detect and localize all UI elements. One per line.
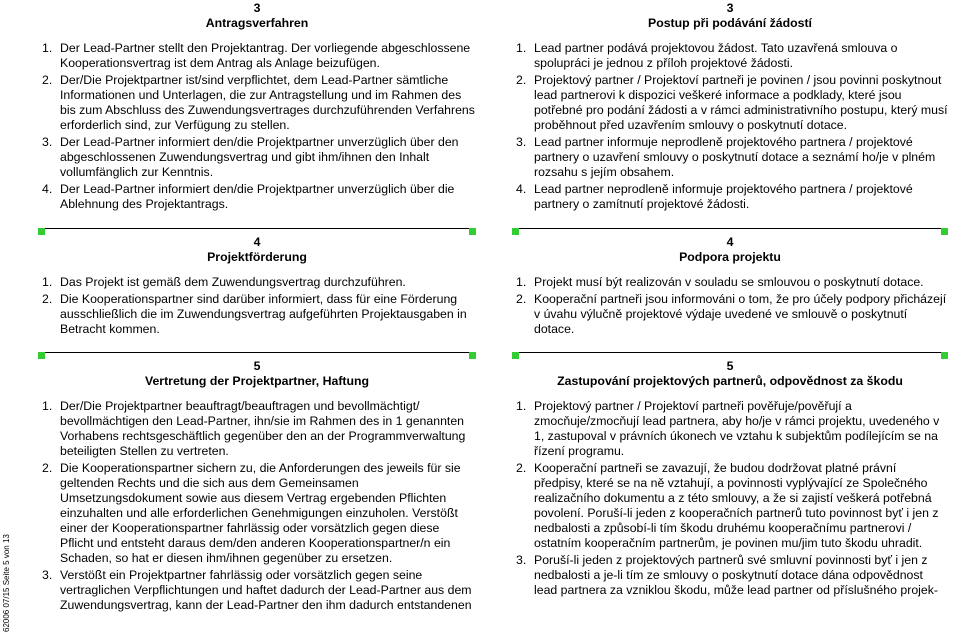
list-item: 2. Projektový partner / Projektoví partneři je povinen / jsou povinni poskytnout lead partnerovi k dispozici veškeré informace a podklady, které jsou potřebné pro podání žádosti a v rámci administrativního postupu, který musí proběhnout před uzavřením smlouvy o poskytnutí dotace. [516, 73, 948, 132]
list-item: 3. Poruší-li jeden z projektových partnerů své smluvní povinnosti byť i jen z nedbalosti a je-li tím ze smlouvy o poskytnutí dotace dána odpovědnost lead partnera za vzniklou škodu, může lead partner od příslušného projek- [516, 553, 938, 597]
section-title: Postup při podávání žádostí [648, 16, 812, 30]
list-item: 1. Lead partner podává projektovou žádost. Tato uzavřená smlouva o spolupráci je jednou z příloh projektové žádosti. [516, 41, 898, 70]
section-title: Projektförderung [207, 250, 307, 264]
section-number: 5 [726, 359, 734, 373]
section-number: 3 [253, 1, 261, 15]
section-number: 3 [726, 1, 734, 15]
section-number: 4 [253, 235, 261, 249]
list-item: 2. Kooperační partneři jsou informováni o tom, že pro účely podpory přicházejí v úvahu výlučně projektové výdaje uvedené ve smlouvě o poskytnutí dotace. [516, 292, 947, 336]
section-number: 5 [253, 359, 261, 373]
list-item: 2. Der/Die Projektpartner ist/sind verpflichtet, dem Lead-Partner sämtliche Informationen und Unterlagen, die zur Antragstellung und im Rahmen des bis zum Abschluss des Zuwendungsvertrages durchzuführenden Verfahrens erforderlich sind, zur Verfügung zu stellen. [42, 73, 475, 132]
list-item: 1. Das Projekt ist gemäß dem Zuwendungsvertrag durchzuführen. [42, 275, 406, 289]
section-divider [38, 352, 476, 353]
list-item: 1. Der Lead-Partner stellt den Projektantrag. Der vorliegende abgeschlossene Kooperationsvertrag ist dem Antrag als Anlage beizufügen. [42, 41, 471, 70]
section-4-de [38, 228, 476, 339]
side-note-text: 62006 07/15 Seite 5 von 13 [2, 534, 11, 632]
section-number: 4 [726, 235, 734, 249]
list-item: 1. Projektový partner / Projektoví partneři pověřuje/pověřují a zmocňuje/zmocňují lead partnera, aby ho/je v rámci projektu, uvedeného v 1, zastupoval v právních úkonech ve vztahu k subjektům podílejícím se na řízení programu. [516, 399, 940, 458]
section-5-de [38, 352, 476, 615]
list-item: 1. Projekt musí být realizován v souladu se smlouvou o poskytnutí dotace. [516, 275, 924, 289]
item-list [512, 275, 948, 337]
item-list [38, 41, 476, 212]
item-list [512, 399, 948, 598]
section-title: Antragsverfahren [205, 16, 309, 30]
section-4-cz [512, 228, 948, 339]
list-item: 1. Der/Die Projektpartner beauftragt/beauftragen und bevollmächtigt/ bevollmächtigen den Lead-Partner, ihn/sie im Rahmen des in 1 genannten Vorhabens rechtsgeschäftlich gegenüber den an der Programmverwaltung beteiligten Stellen zu vertreten. [42, 399, 466, 458]
section-3-de [38, 0, 476, 214]
list-item: 4. Der Lead-Partner informiert den/die Projektpartner unverzüglich über die Ablehnung des Projektantrags. [42, 182, 455, 211]
list-item: 3. Verstößt ein Projektpartner fahrlässig oder vorsätzlich gegen seine vertraglichen Verpflichtungen und haftet dadurch der Lead-Partner aus dem Zuwendungsvertrag, kann der Lead-Partner den ihm dadurch entstandenen [42, 568, 472, 612]
item-list [512, 41, 948, 212]
item-list [38, 275, 476, 337]
section-title: Podpora projektu [679, 250, 781, 264]
section-title: Vertretung der Projektpartner, Haftung [144, 374, 370, 388]
footer-side-note [0, 494, 14, 634]
section-3-cz [512, 0, 948, 214]
section-5-cz [512, 352, 948, 600]
section-title: Zastupování projektových partnerů, odpovědnost za škodu [557, 374, 903, 388]
list-item: 2. Die Kooperationspartner sind darüber informiert, dass für eine Förderung ausschließlich die im Zuwendungsvertrag aufgeführten Projektausgaben in Betracht kommen. [42, 292, 467, 336]
list-item: 3. Lead partner informuje neprodleně projektového partnera / projektové partnery o uzavření smlouvy o poskytnutí dotace a seznámí ho/je v plném rozsahu s jejím obsahem. [516, 135, 936, 179]
item-list [38, 399, 476, 613]
section-divider [38, 228, 476, 229]
section-divider [512, 352, 948, 353]
list-item: 2. Kooperační partneři se zavazují, že budou dodržovat platné právní předpisy, které se na ně vztahují, a povinnosti vyplývající ze Společného realizačního dokumentu a z této smlouvy, a že si zajistí veškerá potřebná povolení. Poruší-li jeden z kooperačních partnerů tuto povinnost byť i jen z nedbalosti a způsobí-li tím škodu druhému kooperačnímu partnerovi / ostatním kooperačním partnerům, je povinen mu/jim tuto škodu uhradit. [516, 461, 939, 550]
list-item: 2. Die Kooperationspartner sichern zu, die Anforderungen des jeweils für sie geltenden Rechts und die sich aus dem Gemeinsamen Umsetzungsdokument sowie aus diesem Vertrag ergebenden Pflichten einzuhalten und alle erforderlichen Genehmigungen einzuholen. Verstößt einer der Kooperationspartner fahrlässig oder vorsätzlich gegen diese Pflicht und entsteht daraus dem/den anderen Kooperationspartner/n ein Schaden, so hat er diesen ihm/ihnen gegenüber zu ersetzen. [42, 461, 461, 565]
list-item: 4. Lead partner neprodleně informuje projektového partnera / projektové partnery o zamítnutí projektové žádosti. [516, 182, 913, 211]
section-divider [512, 228, 948, 229]
list-item: 3. Der Lead-Partner informiert den/die Projektpartner unverzüglich über den abgeschlossenen Zuwendungsvertrag und gibt ihm/ihnen den Inhalt vollumfänglich zur Kenntnis. [42, 135, 459, 179]
